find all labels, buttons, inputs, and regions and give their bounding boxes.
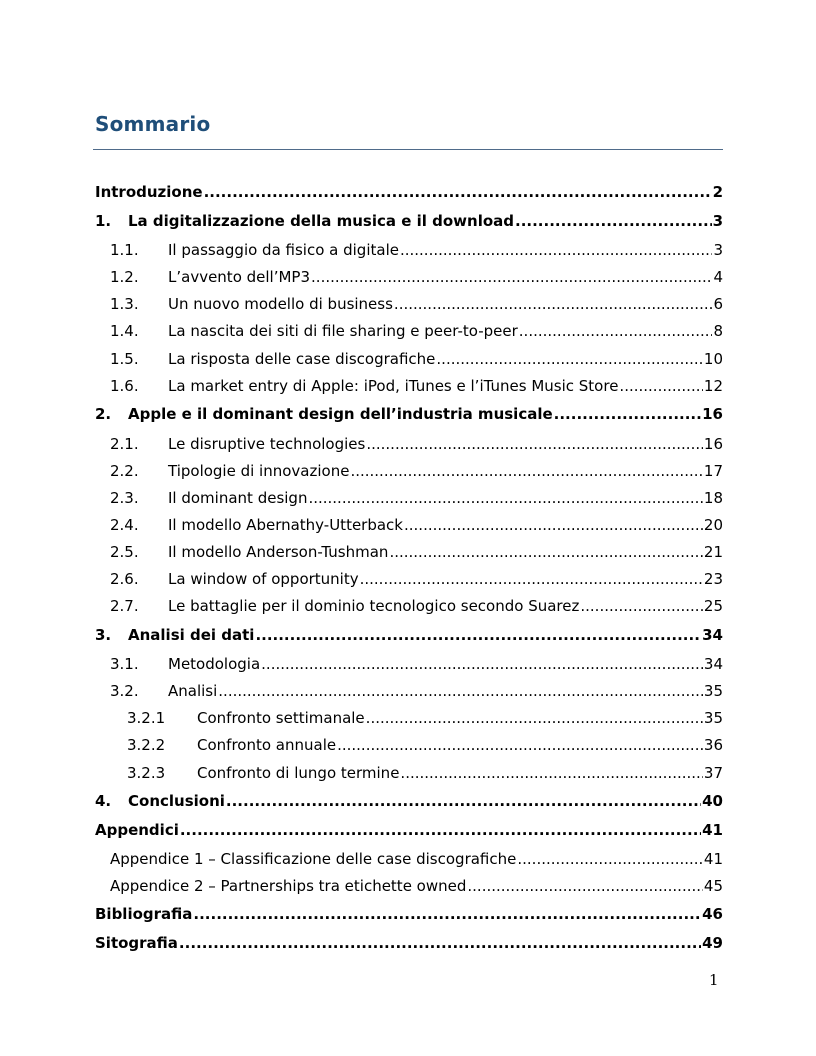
toc-entry-page: 8 [713,322,723,340]
dot-leader [517,848,703,870]
toc-entry-title: Analisi [168,682,218,700]
toc-entry[interactable] [0,210,816,232]
toc-entry-number: 1.3. [110,295,139,313]
dot-leader [360,568,703,590]
dot-leader [180,819,701,841]
toc-entry-page: 36 [703,736,723,754]
toc-entry-page: 40 [702,792,723,810]
toc-entry-page: 2 [712,183,723,201]
toc-entry-page: 18 [703,489,723,507]
toc-entry[interactable] [0,624,816,646]
toc-entry[interactable] [0,181,816,203]
toc-entry[interactable] [0,790,816,812]
toc-entry[interactable] [0,293,816,315]
toc-entry[interactable] [0,734,816,756]
toc-entry-number: 1.6. [110,377,139,395]
toc-entry-title: Il dominant design [168,489,308,507]
toc-entry-number: 2.1. [110,435,139,453]
toc-entry-number: 2.4. [110,516,139,534]
toc-entry-title: Introduzione [95,183,203,201]
toc-entry-page: 37 [703,764,723,782]
toc-entry[interactable] [0,487,816,509]
toc-entry-number: 2.2. [110,462,139,480]
toc-entry[interactable] [0,320,816,342]
dot-leader [337,734,703,756]
toc-entry-number: 4. [95,792,112,810]
toc-entry[interactable] [0,595,816,617]
toc-entry[interactable] [0,762,816,784]
toc-entry-number: 3.2.2 [127,736,166,754]
toc-entry[interactable] [0,266,816,288]
dot-leader [350,460,702,482]
toc-entry-page: 20 [703,516,723,534]
dot-leader [515,210,712,232]
toc-entry-number: 1.4. [110,322,139,340]
toc-entry-page: 6 [713,295,723,313]
toc-entry-number: 2.6. [110,570,139,588]
toc-entry[interactable] [0,433,816,455]
toc-entry-title: Il modello Abernathy-Utterback [168,516,403,534]
toc-entry-title: Tipologie di innovazione [168,462,350,480]
dot-leader [311,266,712,288]
dot-leader [400,762,702,784]
dot-leader [404,514,703,536]
dot-leader [580,595,703,617]
toc-entry[interactable] [0,541,816,563]
dot-leader [436,348,703,370]
dot-leader [467,875,703,897]
toc-entry-title: Sitografia [95,934,178,952]
toc-entry-number: 2.5. [110,543,139,561]
toc-entry-page: 16 [702,405,723,423]
toc-entry-page: 35 [703,682,723,700]
toc-entry-page: 21 [703,543,723,561]
toc-entry-page: 34 [702,626,723,644]
toc-entry-page: 17 [703,462,723,480]
dot-leader [308,487,702,509]
toc-entry-title: Appendici [95,821,179,839]
toc-entry-page: 3 [713,241,723,259]
toc-entry[interactable] [0,239,816,261]
toc-entry[interactable] [0,819,816,841]
toc-entry[interactable] [0,375,816,397]
dot-leader [218,680,703,702]
toc-entry-number: 3.2.3 [127,764,166,782]
dot-leader [554,403,701,425]
page-number: 1 [709,971,719,989]
toc-entry-page: 45 [703,877,723,895]
toc-entry[interactable] [0,707,816,729]
dot-leader [261,653,703,675]
toc-entry-page: 25 [703,597,723,615]
toc-entry-title: Confronto annuale [197,736,337,754]
toc-entry[interactable] [0,932,816,954]
toc-entry-number: 2. [95,405,112,423]
toc-entry-page: 4 [713,268,723,286]
dot-leader [389,541,702,563]
toc-entry-title: Apple e il dominant design dell’industria musicale [128,405,553,423]
toc-entry-page: 46 [702,905,723,923]
toc-entry-number: 1. [95,212,112,230]
toc-entry[interactable] [0,903,816,925]
toc-entry-page: 49 [702,934,723,952]
toc-entry[interactable] [0,403,816,425]
toc-entry-title: Il modello Anderson-Tushman [168,543,389,561]
toc-entry-number: 3.1. [110,655,139,673]
toc-entry[interactable] [0,653,816,675]
page-title: Sommario [95,112,211,136]
toc-entry-number: 3.2.1 [127,709,166,727]
dot-leader [193,903,701,925]
dot-leader [366,433,703,455]
dot-leader [226,790,701,812]
toc-entry[interactable] [0,514,816,536]
toc-entry-title: Bibliografia [95,905,193,923]
toc-entry[interactable] [0,460,816,482]
toc-entry-page: 41 [702,821,723,839]
dot-leader [179,932,701,954]
toc-entry-page: 34 [703,655,723,673]
toc-entry[interactable] [0,875,816,897]
dot-leader [394,293,713,315]
dot-leader [519,320,713,342]
toc-entry-page: 16 [703,435,723,453]
dot-leader [366,707,703,729]
toc-entry-page: 35 [703,709,723,727]
toc-entry-number: 2.7. [110,597,139,615]
toc-entry-page: 23 [703,570,723,588]
toc-entry-number: 1.5. [110,350,139,368]
dot-leader [619,375,702,397]
toc-entry-number: 1.2. [110,268,139,286]
toc-entry-number: 1.1. [110,241,139,259]
toc-entry-title: L’avvento dell’MP3 [168,268,311,286]
toc-entry-title: Analisi dei dati [128,626,255,644]
toc-entry-title: Le disruptive technologies [168,435,366,453]
toc-entry[interactable] [0,348,816,370]
toc-entry-title: La risposta delle case discografiche [168,350,436,368]
dot-leader [400,239,712,261]
toc-entry-title: Conclusioni [128,792,225,810]
toc-entry-title: La nascita dei siti di file sharing e peer-to-peer [168,322,518,340]
toc-entry[interactable] [0,848,816,870]
toc-entry-title: Metodologia [168,655,261,673]
toc-entry-number: 3.2. [110,682,139,700]
toc-entry-title: Un nuovo modello di business [168,295,393,313]
toc-entry-title: La window of opportunity [168,570,359,588]
toc-entry-number: 2.3. [110,489,139,507]
toc-entry[interactable] [0,680,816,702]
dot-leader [204,181,712,203]
toc-entry-title: Il passaggio da fisico a digitale [168,241,399,259]
toc-entry-number: 3. [95,626,112,644]
toc-entry-title: Confronto settimanale [197,709,365,727]
toc-entry-page: 41 [703,850,723,868]
toc-entry-title: La digitalizzazione della musica e il download [128,212,515,230]
toc-entry-title: Appendice 2 – Partnerships tra etichette owned [110,877,467,895]
toc-entry-title: Confronto di lungo termine [197,764,400,782]
toc-entry-title: La market entry di Apple: iPod, iTunes e l’iTunes Music Store [168,377,619,395]
toc-entry-title: Appendice 1 – Classificazione delle case discografiche [110,850,517,868]
toc-entry-page: 12 [703,377,723,395]
toc-entry-title: Le battaglie per il dominio tecnologico secondo Suarez [168,597,580,615]
toc-entry[interactable] [0,568,816,590]
toc-entry-page: 10 [703,350,723,368]
toc-entry-page: 3 [712,212,723,230]
dot-leader [255,624,701,646]
